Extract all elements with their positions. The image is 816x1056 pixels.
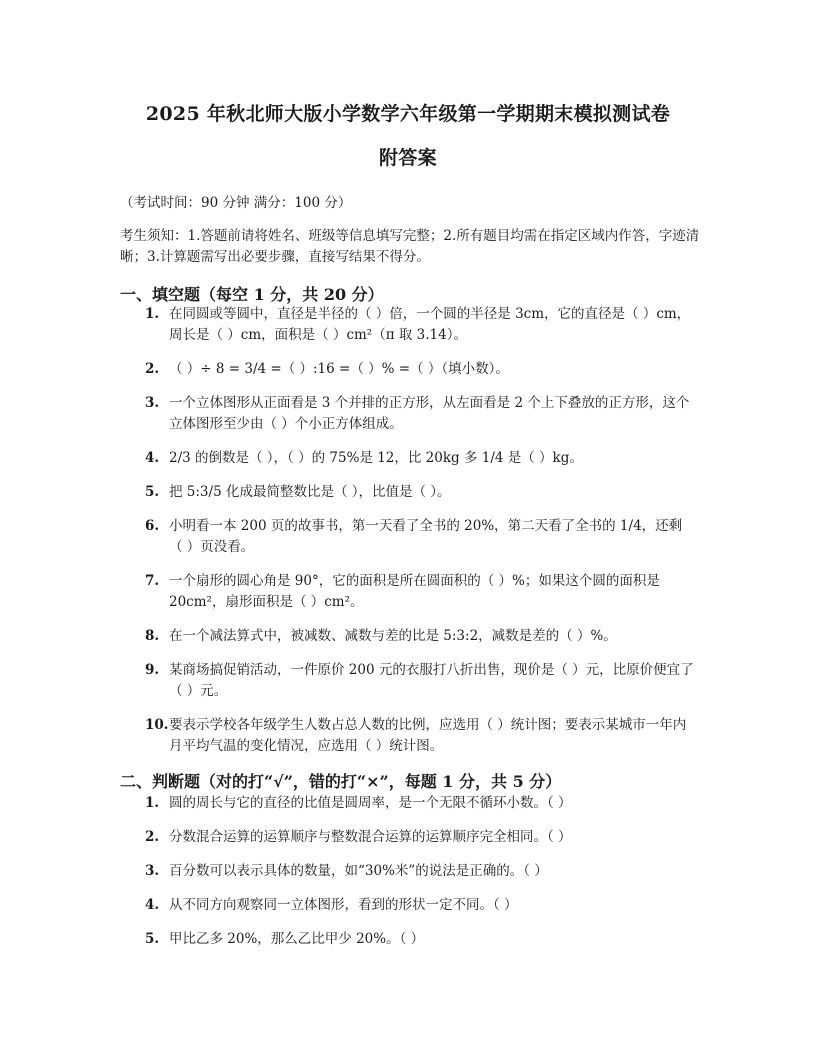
- question-number: 2.: [145, 829, 160, 845]
- question-text: 某商场搞促销活动，一件原价 200 元的衣服打八折出售，现价是（ ）元，比原价便宜了（ ）元。: [169, 662, 694, 699]
- question-number: 1.: [145, 795, 160, 811]
- question-item: [145, 304, 695, 346]
- question-item: [145, 359, 695, 380]
- question-item: [145, 793, 695, 814]
- exam-time-info: （考试时间：90 分钟 满分：100 分）: [120, 195, 352, 211]
- question-number: 7.: [145, 573, 160, 589]
- question-number: 5.: [145, 484, 160, 500]
- question-text: 在同圆或等圆中，直径是半径的（ ）倍，一个圆的半径是 3cm，它的直径是（ ）cm，周长是（ ）cm，面积是（ ）cm²（π 取 3.14）。: [169, 306, 691, 343]
- question-item: [145, 929, 695, 950]
- question-number: 4.: [145, 897, 160, 913]
- question-text: 把 5:3/5 化成最简整数比是（ ），比值是（ ）。: [169, 484, 451, 500]
- question-text: 分数混合运算的运算顺序与整数混合运算的运算顺序完全相同。（ ）: [169, 829, 572, 845]
- question-item: [145, 861, 695, 882]
- question-item: [145, 393, 695, 435]
- question-number: 10.: [145, 717, 169, 733]
- question-item: [145, 895, 695, 916]
- question-item: [145, 448, 695, 469]
- question-number: 3.: [145, 863, 160, 879]
- question-item: [145, 516, 695, 558]
- section-heading-true-false: 二、判断题（对的打“√”，错的打“×”，每题 1 分，共 5 分）: [120, 772, 562, 791]
- question-number: 4.: [145, 450, 160, 466]
- question-number: 1.: [145, 306, 160, 322]
- question-text: 在一个减法算式中，被减数、减数与差的比是 5:3:2，减数是差的（ ）%。: [169, 628, 617, 644]
- question-text: 小明看一本 200 页的故事书，第一天看了全书的 20%，第二天看了全书的 1/4，还剩（ ）页没看。: [169, 518, 683, 555]
- question-item: [145, 626, 695, 647]
- question-text: 百分数可以表示具体的数量，如“30%米”的说法是正确的。（ ）: [169, 863, 548, 879]
- question-number: 6.: [145, 518, 160, 534]
- question-text: 要表示学校各年级学生人数占总人数的比例，应选用（ ）统计图；要表示某城市一年内月平均气温的变化情况，应选用（ ）统计图。: [169, 717, 687, 754]
- document-subtitle: 附答案: [379, 147, 437, 169]
- question-number: 5.: [145, 931, 160, 947]
- question-item: [145, 827, 695, 848]
- question-item: [145, 571, 695, 613]
- document-title: 2025 年秋北师大版小学数学六年级第一学期期末模拟测试卷: [145, 103, 671, 125]
- question-text: 一个立体图形从正面看是 3 个并排的正方形，从左面看是 2 个上下叠放的正方形，这个立体图形至少由（ ）个小正方体组成。: [169, 395, 690, 432]
- question-item: [145, 482, 695, 503]
- question-number: 3.: [145, 395, 160, 411]
- question-text: 一个扇形的圆心角是 90°，它的面积是所在圆面积的（ ）%；如果这个圆的面积是 20cm²，扇形面积是（ ）cm²。: [169, 573, 660, 610]
- question-text: 2/3 的倒数是（ ），（ ）的 75%是 12，比 20kg 多 1/4 是（ ）kg。: [169, 450, 583, 466]
- question-text: 从不同方向观察同一立体图形，看到的形状一定不同。（ ）: [169, 897, 518, 913]
- question-number: 8.: [145, 628, 160, 644]
- question-number: 9.: [145, 662, 160, 678]
- exam-notice: 考生须知：1.答题前请将姓名、班级等信息填写完整；2.所有题目均需在指定区域内作答，字迹清晰；3.计算题需写出必要步骤，直接写结果不得分。: [120, 228, 700, 265]
- question-item: [145, 660, 695, 702]
- question-number: 2.: [145, 361, 160, 377]
- question-item: [145, 715, 695, 757]
- section-heading-fill-in: 一、填空题（每空 1 分，共 20 分）: [120, 285, 384, 304]
- question-text: 圆的周长与它的直径的比值是圆周率，是一个无限不循环小数。（ ）: [169, 795, 572, 811]
- question-text: （ ）÷ 8 = 3/4 =（ ）:16 =（ ）% =（ ）（填小数）。: [169, 361, 509, 377]
- question-text: 甲比乙多 20%，那么乙比甲少 20%。（ ）: [169, 931, 425, 947]
